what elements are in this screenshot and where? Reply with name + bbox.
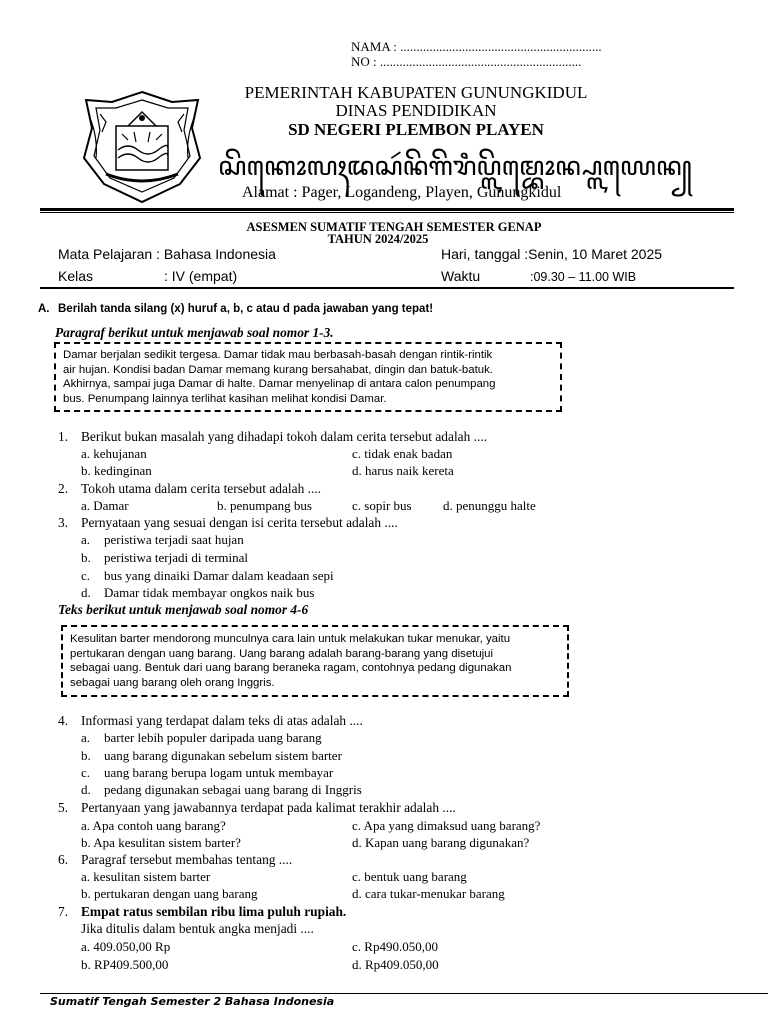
section-letter: A. xyxy=(38,303,50,315)
q1-option-c[interactable]: c. tidak enak badan xyxy=(352,446,453,461)
q7-option-b[interactable]: b. RP409.500,00 xyxy=(81,957,169,972)
q5-option-d[interactable]: d. Kapan uang barang digunakan? xyxy=(352,835,530,850)
q2-number: 2. xyxy=(58,481,69,496)
q6-option-a[interactable]: a. kesulitan sistem barter xyxy=(81,869,211,884)
q4-number: 4. xyxy=(58,713,69,728)
info-divider xyxy=(40,287,734,289)
header-department: DINAS PENDIDIKAN xyxy=(335,101,497,120)
q3-option-a-letter: a. xyxy=(81,532,91,547)
q4-option-c-letter: c. xyxy=(81,765,91,780)
passage1-text: Damar berjalan sedikit tergesa. Damar tidak mau berbasah-basah dengan rintik-rintik air hujan. Kondisi badan Damar memang kurang bersahabat, dingin dan batuk-batuk. Akhirnya, sampai juga Damar di halte. Damar menyelinap di antara calon penumpang bus. Penumpang lainnya terlihat kasihan melihat kondisi Damar. xyxy=(63,349,496,405)
q4-text: Informasi yang terdapat dalam teks di atas adalah .... xyxy=(81,713,363,728)
header-school-name: SD NEGERI PLEMBON PLAYEN xyxy=(288,120,544,139)
q7-subtext: Jika ditulis dalam bentuk angka menjadi .... xyxy=(81,921,314,936)
q6-option-b[interactable]: b. pertukaran dengan uang barang xyxy=(81,886,258,901)
q4-option-b-letter: b. xyxy=(81,748,91,763)
q3-option-d[interactable]: Damar tidak membayar ongkos naik bus xyxy=(104,585,315,600)
q3-option-c-letter: c. xyxy=(81,568,91,583)
q3-option-b[interactable]: peristiwa terjadi di terminal xyxy=(104,550,249,565)
q6-option-d[interactable]: d. cara tukar-menukar barang xyxy=(352,886,505,901)
q6-text: Paragraf tersebut membahas tentang .... xyxy=(81,852,293,867)
class-value: : IV (empat) xyxy=(164,268,238,284)
q5-number: 5. xyxy=(58,800,69,815)
header-address: Alamat : Pager, Logandeng, Playen, Gunungkidul xyxy=(242,184,562,201)
q2-option-a[interactable]: a. Damar xyxy=(81,498,129,513)
q1-option-a[interactable]: a. kehujanan xyxy=(81,446,147,461)
q1-number: 1. xyxy=(58,429,69,444)
q2-text: Tokoh utama dalam cerita tersebut adalah .... xyxy=(81,481,321,496)
section-instruction: Berilah tanda silang (x) huruf a, b, c atau d pada jawaban yang tepat! xyxy=(58,303,434,315)
q3-text: Pernyataan yang sesuai dengan isi cerita tersebut adalah .... xyxy=(81,515,398,530)
q1-option-b[interactable]: b. kedinginan xyxy=(81,463,152,478)
q5-option-a[interactable]: a. Apa contoh uang barang? xyxy=(81,818,226,833)
q5-option-c[interactable]: c. Apa yang dimaksud uang barang? xyxy=(352,818,541,833)
javanese-script-school-name: ꦱꦼꦏꦺꦴꦭꦃꦢꦱꦂꦤꦼꦒꦼꦫꦶꦥ꧀ꦭꦼꦩ꧀ꦧꦺꦴꦤ꧀ꦥ꧀ꦭꦪꦺꦤ꧀ xyxy=(218,152,692,181)
class-key: Kelas xyxy=(58,268,94,284)
subject-label: Mata Pelajaran : Bahasa Indonesia xyxy=(58,246,276,262)
header-divider xyxy=(40,208,734,211)
regency-logo xyxy=(76,88,208,206)
q5-option-b[interactable]: b. Apa kesulitan sistem barter? xyxy=(81,835,241,850)
q4-option-c[interactable]: uang barang berupa logam untuk membayar xyxy=(104,765,334,780)
q2-option-d[interactable]: d. penunggu halte xyxy=(443,498,536,513)
q1-option-d[interactable]: d. harus naik kereta xyxy=(352,463,454,478)
q2-option-c[interactable]: c. sopir bus xyxy=(352,498,412,513)
time-key: Waktu xyxy=(441,268,481,284)
q7-text: Empat ratus sembilan ribu lima puluh rupiah. xyxy=(81,904,347,919)
q4-option-d-letter: d. xyxy=(81,782,91,797)
q2-option-b[interactable]: b. penumpang bus xyxy=(217,498,312,513)
q3-option-b-letter: b. xyxy=(81,550,91,565)
q3-option-d-letter: d. xyxy=(81,585,91,600)
q4-option-d[interactable]: pedang digunakan sebagai uang barang di Inggris xyxy=(104,782,362,797)
header-government: PEMERINTAH KABUPATEN GUNUNGKIDUL xyxy=(244,83,588,102)
q3-number: 3. xyxy=(58,515,69,530)
q4-option-a-letter: a. xyxy=(81,730,91,745)
q3-option-a[interactable]: peristiwa terjadi saat hujan xyxy=(104,532,244,547)
q7-option-c[interactable]: c. Rp490.050,00 xyxy=(352,939,438,954)
q4-option-b[interactable]: uang barang digunakan sebelum sistem barter xyxy=(104,748,342,763)
q7-option-d[interactable]: d. Rp409.050,00 xyxy=(352,957,439,972)
name-field: NAMA : .............................................................. xyxy=(351,39,602,54)
footer-text: Sumatif Tengah Semester 2 Bahasa Indonesia xyxy=(50,995,335,1008)
q1-text: Berikut bukan masalah yang dihadapi tokoh dalam cerita tersebut adalah .... xyxy=(81,429,488,444)
q5-text: Pertanyaan yang jawabannya terdapat pada kalimat terakhir adalah .... xyxy=(81,800,456,815)
time-value: :09.30 – 11.00 WIB xyxy=(530,270,637,284)
header-divider-thin xyxy=(40,212,734,213)
passage2-heading: Teks berikut untuk menjawab soal nomor 4-6 xyxy=(58,602,309,617)
passage1-heading: Paragraf berikut untuk menjawab soal nomor 1-3. xyxy=(55,325,334,340)
date-label: Hari, tanggal :Senin, 10 Maret 2025 xyxy=(441,246,663,262)
number-field: NO : .............................................................. xyxy=(351,54,582,69)
footer-divider xyxy=(40,993,768,994)
q6-option-c[interactable]: c. bentuk uang barang xyxy=(352,869,467,884)
q3-option-c[interactable]: bus yang dinaiki Damar dalam keadaan sepi xyxy=(104,568,334,583)
q6-number: 6. xyxy=(58,852,69,867)
exam-year: TAHUN 2024/2025 xyxy=(327,232,429,246)
q7-option-a[interactable]: a. 409.050,00 Rp xyxy=(81,939,171,954)
passage2-text: Kesulitan barter mendorong munculnya cara lain untuk melakukan tukar menukar, yaitu pertukaran dengan uang barang. Uang barang adalah barang-barang yang disetujui sebagai uang. Bentuk dari uang barang beraneka ragam, contohnya pedang digunakan sebagai uang barang oleh orang Inggris. xyxy=(70,633,512,689)
q7-number: 7. xyxy=(58,904,69,919)
exam-title: ASESMEN SUMATIF TENGAH SEMESTER GENAP xyxy=(246,220,542,234)
q4-option-a[interactable]: barter lebih populer daripada uang barang xyxy=(104,730,322,745)
